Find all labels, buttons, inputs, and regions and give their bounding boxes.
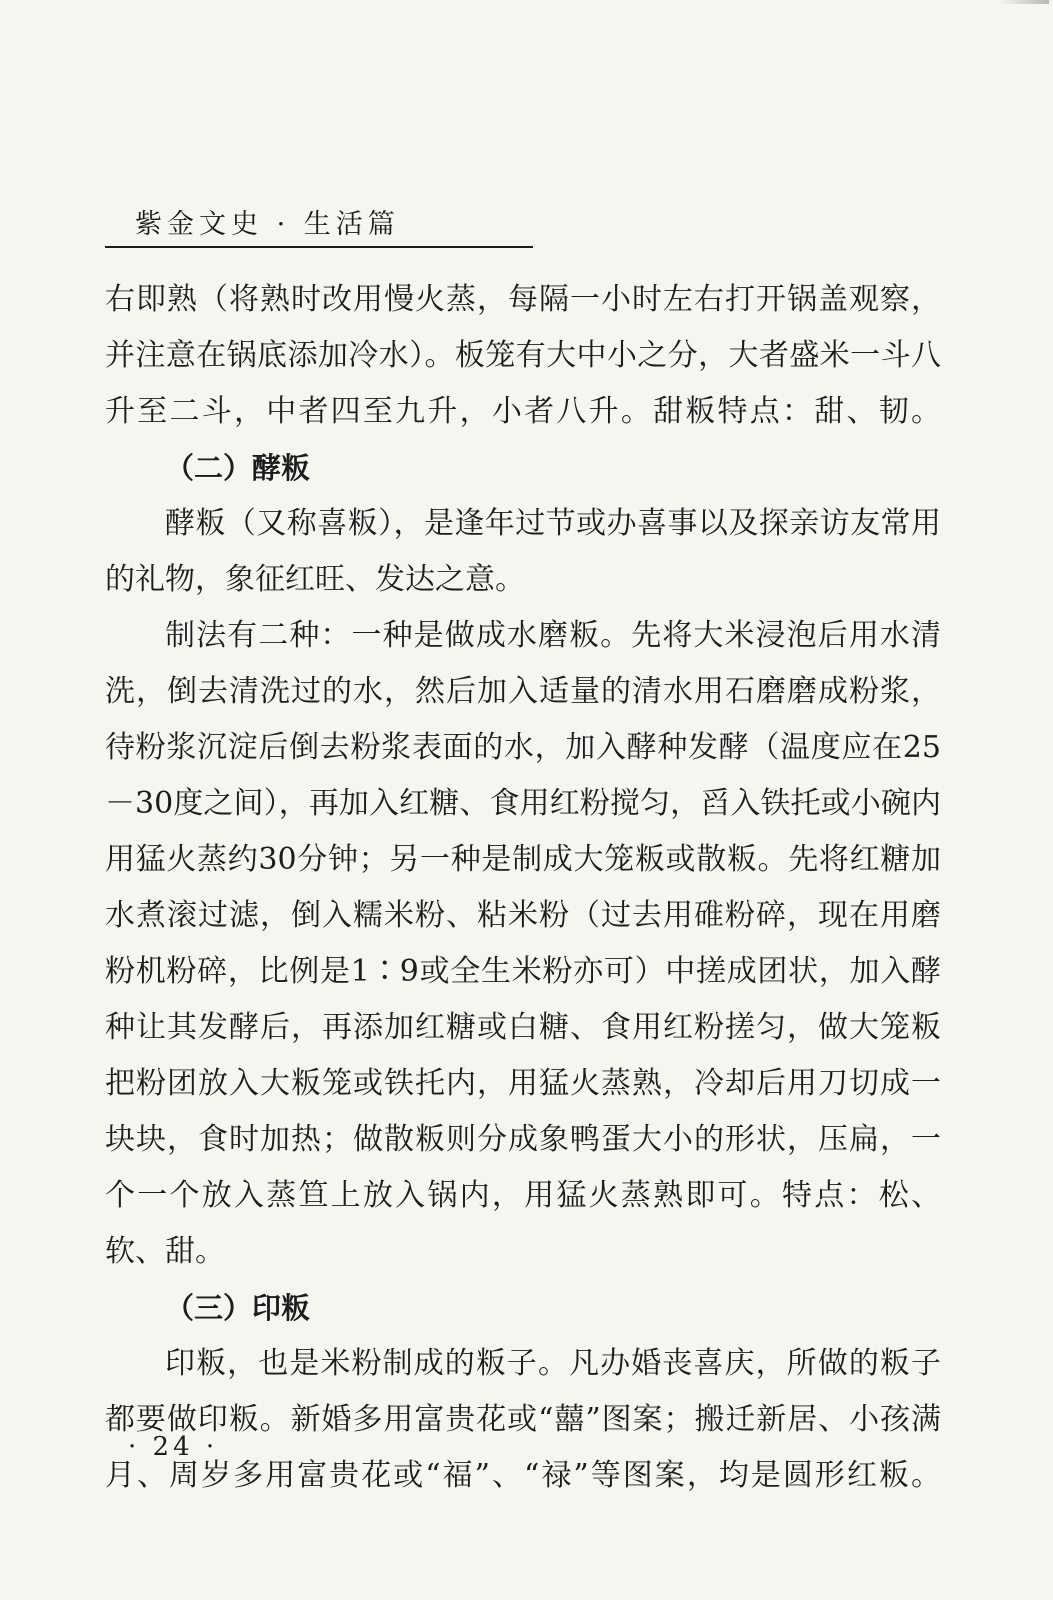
section-heading-printed-ban: （三）印粄 — [165, 1291, 311, 1325]
paragraph-continuation: 右即熟（将熟时改用慢火蒸，每隔一小时左右打开锅盖观察，并注意在锅底添加冷水）。板笼有大中小之分，大者盛米一斗八升至二斗，中者四至九升，小者八升。甜粄特点：甜、韧。 — [105, 282, 941, 429]
running-header: 紫金文史 · 生活篇 — [135, 209, 400, 240]
paragraph-fermented-ban-intro: 酵粄（又称喜粄），是逢年过节或办喜事以及探亲访友常用的礼物，象征红旺、发达之意。 — [105, 506, 941, 597]
scan-edge-mark — [999, 0, 1049, 4]
page-number: · 24 · — [128, 1432, 219, 1462]
section-heading-fermented-ban: （二）酵粄 — [165, 451, 311, 485]
paragraph-fermented-ban-method: 制法有二种：一种是做成水磨粄。先将大米浸泡后用水清洗，倒去清洗过的水，然后加入适量的清水用石磨磨成粉浆，待粉浆沉淀后倒去粉浆表面的水，加入酵种发酵（温度应在25－30度之间），再加入红糖、食用红粉搅匀，舀入铁托或小碗内用猛火蒸约30分钟；另一种是制成大笼粄或散粄。先将红糖加水煮滚过滤，倒入糯米粉、粘米粉（过去用碓粉碎，现在用磨粉机粉碎，比例是1∶9或全生米粉亦可）中搓成团状，加入酵种让其发酵后，再添加红糖或白糖、食用红粉搓匀，做大笼粄把粉团放入大粄笼或铁托内，用猛火蒸熟，冷却后用刀切成一块块，食时加热；做散粄则分成象鸭蛋大小的形状，压扁，一个一个放入蒸笪上放入锅内，用猛火蒸熟即可。特点：松、软、甜。 — [105, 618, 941, 1269]
paragraph-printed-ban: 印粄，也是米粉制成的粄子。凡办婚丧喜庆，所做的粄子都要做印粄。新婚多用富贵花或“囍”图案；搬迁新居、小孩满月、周岁多用富贵花或“福”、“禄”等图案，均是圆形红粄。 — [105, 1346, 941, 1493]
body-text — [105, 272, 941, 1504]
header-rule — [105, 246, 533, 248]
